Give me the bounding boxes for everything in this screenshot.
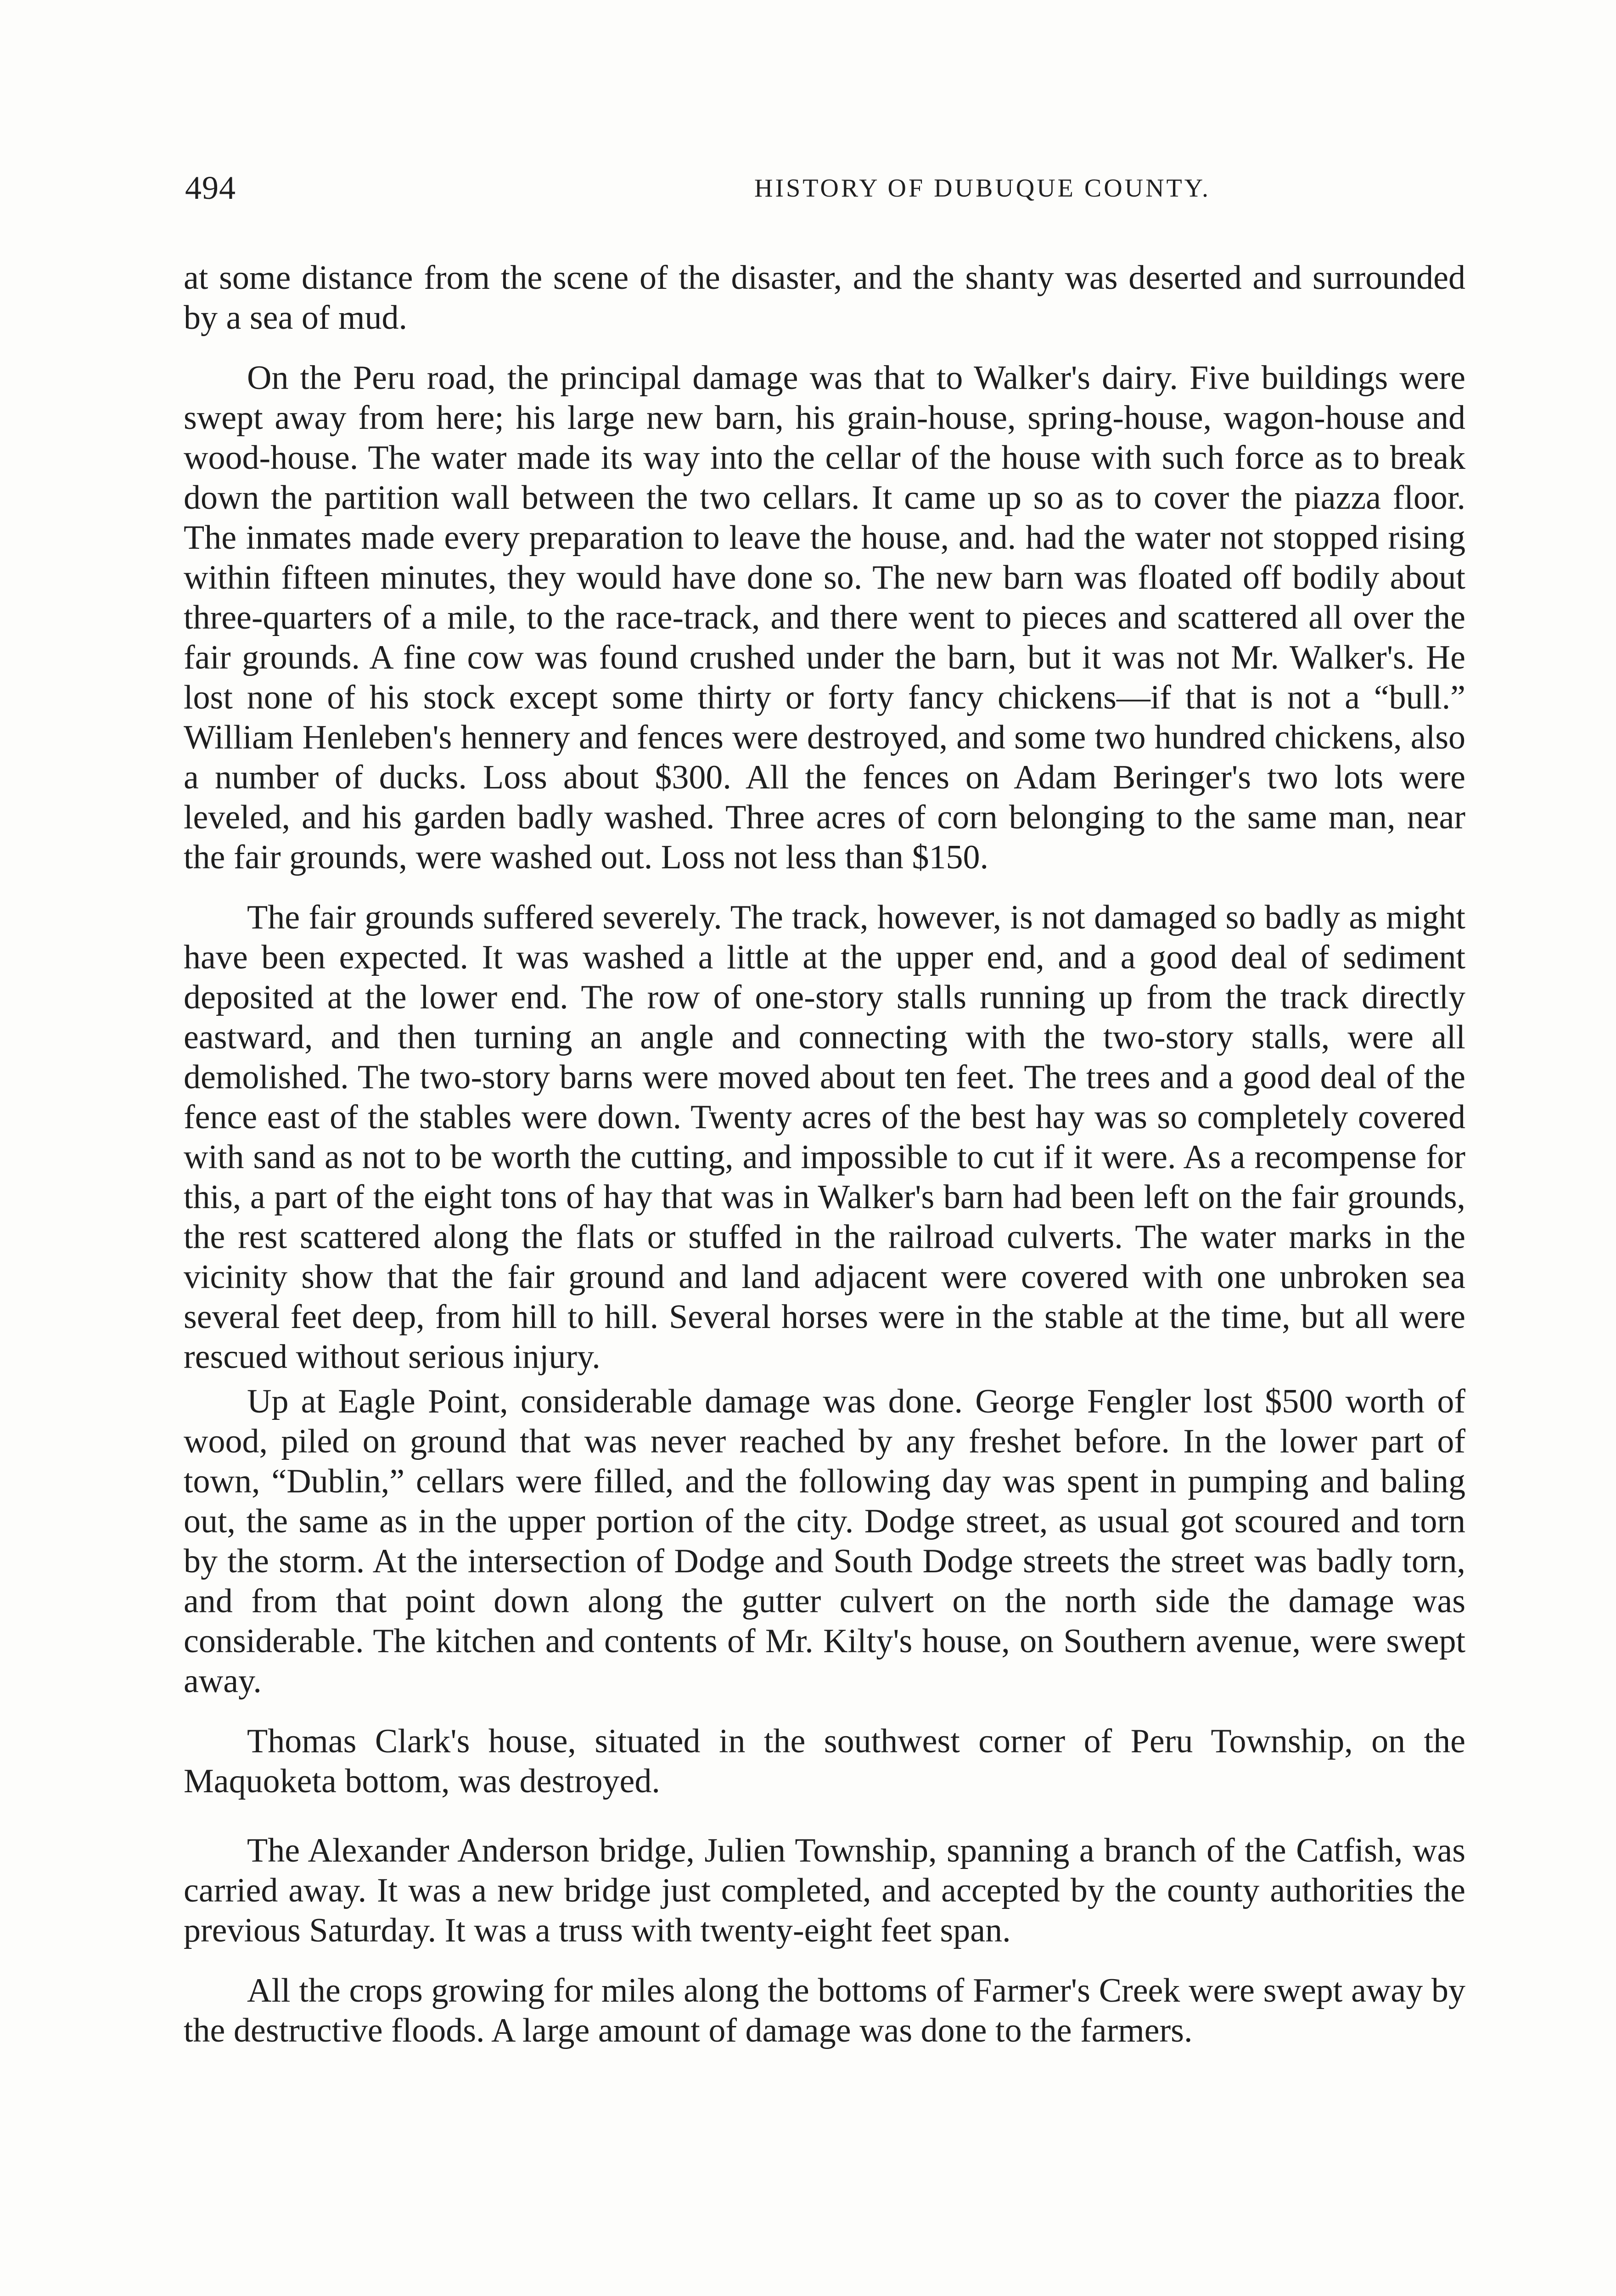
paragraph-continuation: at some distance from the scene of the disaster, and the shanty was deserted and surrounded by a sea of mud. <box>184 259 1465 337</box>
paragraph-eagle-point: Up at Eagle Point, considerable damage was done. George Fengler lost $500 worth of wood, piled on ground that was never reached by any freshet before. In the lower part of town, “Dublin,” cellars were filled, and the following day was spent in pumping and baling out, the same as in the upper portion of the city. Dodge street, as usual got scoured and torn by the storm. At the intersection of Dodge and South Dodge streets the street was badly torn, and from that point down along the gutter culvert on the north side the damage was considerable. The kitchen and contents of Mr. Kilty's house, on Southern avenue, were swept away. <box>184 1383 1465 1700</box>
body-text <box>184 258 1465 2055</box>
paragraph-anderson-bridge: The Alexander Anderson bridge, Julien Township, spanning a branch of the Catfish, was carried away. It was a new bridge just completed, and accepted by the county authorities the previous Saturday. It was a truss with twenty-eight feet span. <box>184 1832 1465 1949</box>
paragraph-fair-grounds: The fair grounds suffered severely. The track, however, is not damaged so badly as might have been expected. It was washed a little at the upper end, and a good deal of sediment deposited at the lower end. The row of one-story stalls running up from the track directly eastward, and then turning an angle and connecting with the two-story stalls, were all demolished. The two-story barns were moved about ten feet. The trees and a good deal of the fence east of the stables were down. Twenty acres of the best hay was so completely covered with sand as not to be worth the cutting, and impossible to cut if it were. As a recompense for this, a part of the eight tons of hay that was in Walker's barn had been left on the fair grounds, the rest scattered along the flats or stuffed in the railroad culverts. The water marks in the vicinity show that the fair ground and land adjacent were covered with one unbroken sea several feet deep, from hill to hill. Several horses were in the stable at the time, but all were rescued without serious injury. <box>184 899 1465 1376</box>
page-header <box>185 169 1470 210</box>
paragraph-thomas-clark: Thomas Clark's house, situated in the southwest corner of Peru Township, on the Maquoketa bottom, was destroyed. <box>184 1722 1465 1800</box>
paragraph-farmers-creek: All the crops growing for miles along the bottoms of Farmer's Creek were swept away by the destructive floods. A large amount of damage was done to the farmers. <box>184 1972 1465 2049</box>
paragraph-peru-road: On the Peru road, the principal damage was that to Walker's dairy. Five buildings were swept away from here; his large new barn, his grain-house, spring-house, wagon-house and wood-house. The water made its way into the cellar of the house with such force as to break down the partition wall between the two cellars. It came up so as to cover the piazza floor. The inmates made every preparation to leave the house, and. had the water not stopped rising within fifteen minutes, they would have done so. The new barn was floated off bodily about three-quarters of a mile, to the race-track, and there went to pieces and scattered all over the fair grounds. A fine cow was found crushed under the barn, but it was not Mr. Walker's. He lost none of his stock except some thirty or forty fancy chickens—if that is not a “bull.” William Henleben's hennery and fences were destroyed, and some two hundred chickens, also a number of ducks. Loss about $300. All the fences on Adam Beringer's two lots were leveled, and his garden badly washed. Three acres of corn belonging to the same man, near the fair grounds, were washed out. Loss not less than $150. <box>184 359 1465 876</box>
running-head: HISTORY OF DUBUQUE COUNTY. <box>754 174 1211 203</box>
page-number: 494 <box>185 169 236 206</box>
